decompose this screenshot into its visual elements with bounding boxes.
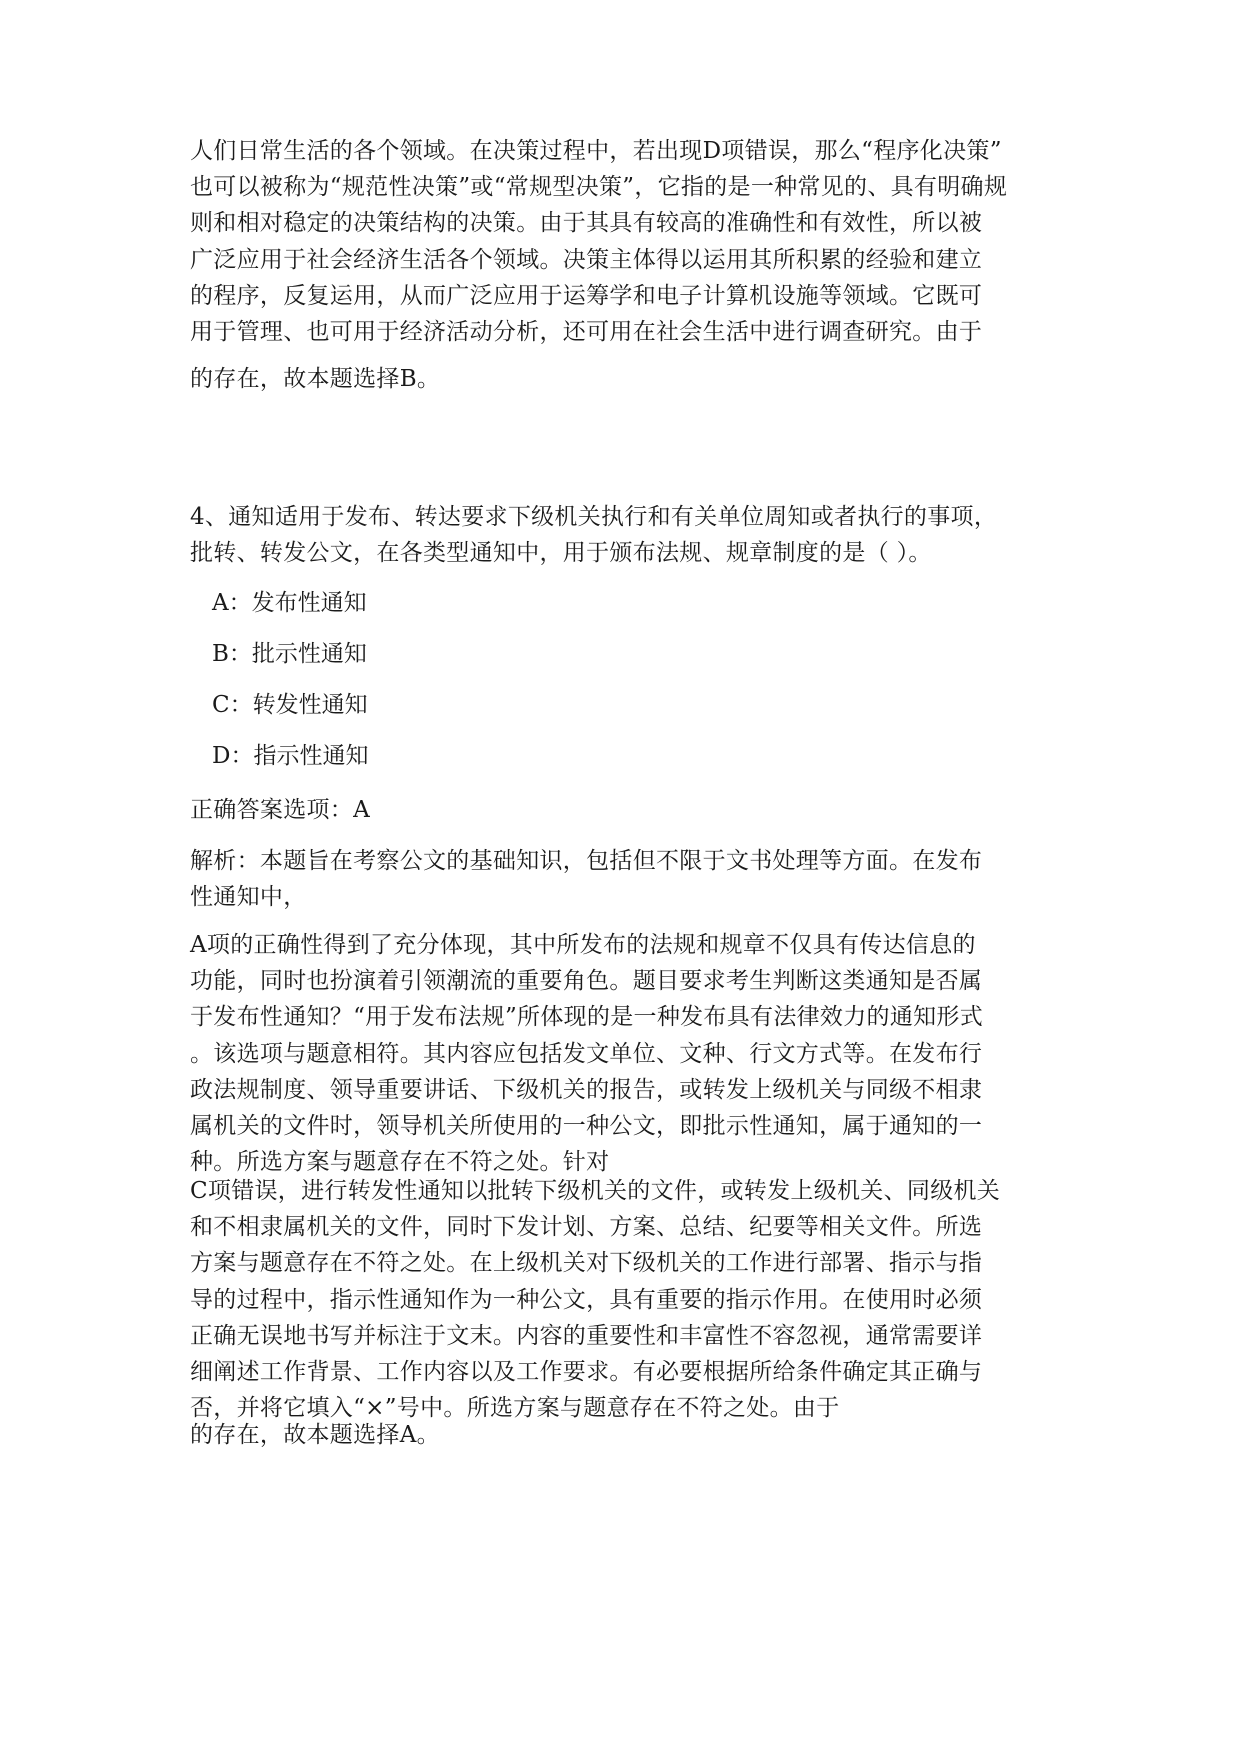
option-c: C：转发性通知 — [212, 692, 368, 718]
text-line: 人们日常生活的各个领域。在决策过程中，若出现D项错误，那么“程序化决策” — [190, 138, 1002, 164]
text-line: 否，并将它填入“×”号中。所选方案与题意存在不符之处。由于 — [190, 1395, 840, 1422]
question-stem — [190, 499, 1060, 571]
text-line: 方案与题意存在不符之处。在上级机关对下级机关的工作进行部署、指示与指 — [190, 1250, 983, 1277]
text-line: 的程序，反复运用，从而广泛应用于运筹学和电子计算机设施等领域。它既可 — [190, 282, 983, 309]
text-line: 于发布性通知？“用于发布法规”所体现的是一种发布具有法律效力的通知形式 — [190, 1004, 984, 1031]
text-line: 也可以被称为“规范性决策”或“常规型决策”，它指的是一种常见的、具有明确规 — [190, 174, 1008, 201]
text-line: 广泛应用于社会经济生活各个领域。决策主体得以运用其所积累的经验和建立 — [190, 246, 983, 273]
text-line: 。该选项与题意相符。其内容应包括发文单位、文种、行文方式等。在发布行 — [190, 1040, 983, 1067]
previous-explanation — [190, 133, 1060, 350]
text-line: 性通知中， — [190, 884, 307, 911]
correct-answer: 正确答案选项：A — [190, 797, 371, 823]
text-line: C项错误，进行转发性通知以批转下级机关的文件，或转发上级机关、同级机关 — [190, 1178, 1001, 1204]
text-line: 政法规制度、领导重要讲话、下级机关的报告，或转发上级机关与同级不相隶 — [190, 1076, 983, 1103]
text-line: 导的过程中，指示性通知作为一种公文，具有重要的指示作用。在使用时必须 — [190, 1286, 983, 1313]
text-line: 解析：本题旨在考察公文的基础知识，包括但不限于文书处理等方面。在发布 — [190, 848, 983, 874]
text-line: 正确无误地书写并标注于文末。内容的重要性和丰富性不容忽视，通常需要详 — [190, 1322, 983, 1349]
option-b: B：批示性通知 — [212, 641, 367, 667]
option-a: A：发布性通知 — [212, 590, 367, 616]
text-line: 细阐述工作背景、工作内容以及工作要求。有必要根据所给条件确定其正确与 — [190, 1359, 983, 1386]
text-line: 批转、转发公文，在各类型通知中，用于颁布法规、规章制度的是（ ）。 — [190, 540, 932, 567]
text-line: A项的正确性得到了充分体现，其中所发布的法规和规章不仅具有传达信息的 — [190, 932, 976, 958]
analysis-paragraph-c — [190, 1173, 1060, 1426]
text-line: 属机关的文件时，领导机关所使用的一种公文，即批示性通知，属于通知的一 — [190, 1113, 983, 1140]
question-conclusion: 的存在，故本题选择A。 — [190, 1422, 440, 1448]
option-d: D：指示性通知 — [212, 743, 369, 769]
text-line: 和不相隶属机关的文件，同时下发计划、方案、总结、纪要等相关文件。所选 — [190, 1214, 983, 1241]
text-line: 种。所选方案与题意存在不符之处。针对 — [190, 1149, 610, 1176]
text-line: 功能，同时也扮演着引领潮流的重要角色。题目要求考生判断这类通知是否属 — [190, 968, 983, 995]
analysis-paragraph-a — [190, 927, 1060, 1180]
text-line: 则和相对稳定的决策结构的决策。由于其具有较高的准确性和有效性，所以被 — [190, 210, 983, 237]
analysis-intro — [190, 843, 1060, 915]
text-line: 4、通知适用于发布、转达要求下级机关执行和有关单位周知或者执行的事项， — [190, 504, 998, 530]
text-line: 用于管理、也可用于经济活动分析，还可用在社会生活中进行调查研究。由于 — [190, 319, 983, 346]
previous-conclusion: 的存在，故本题选择B。 — [190, 366, 441, 392]
